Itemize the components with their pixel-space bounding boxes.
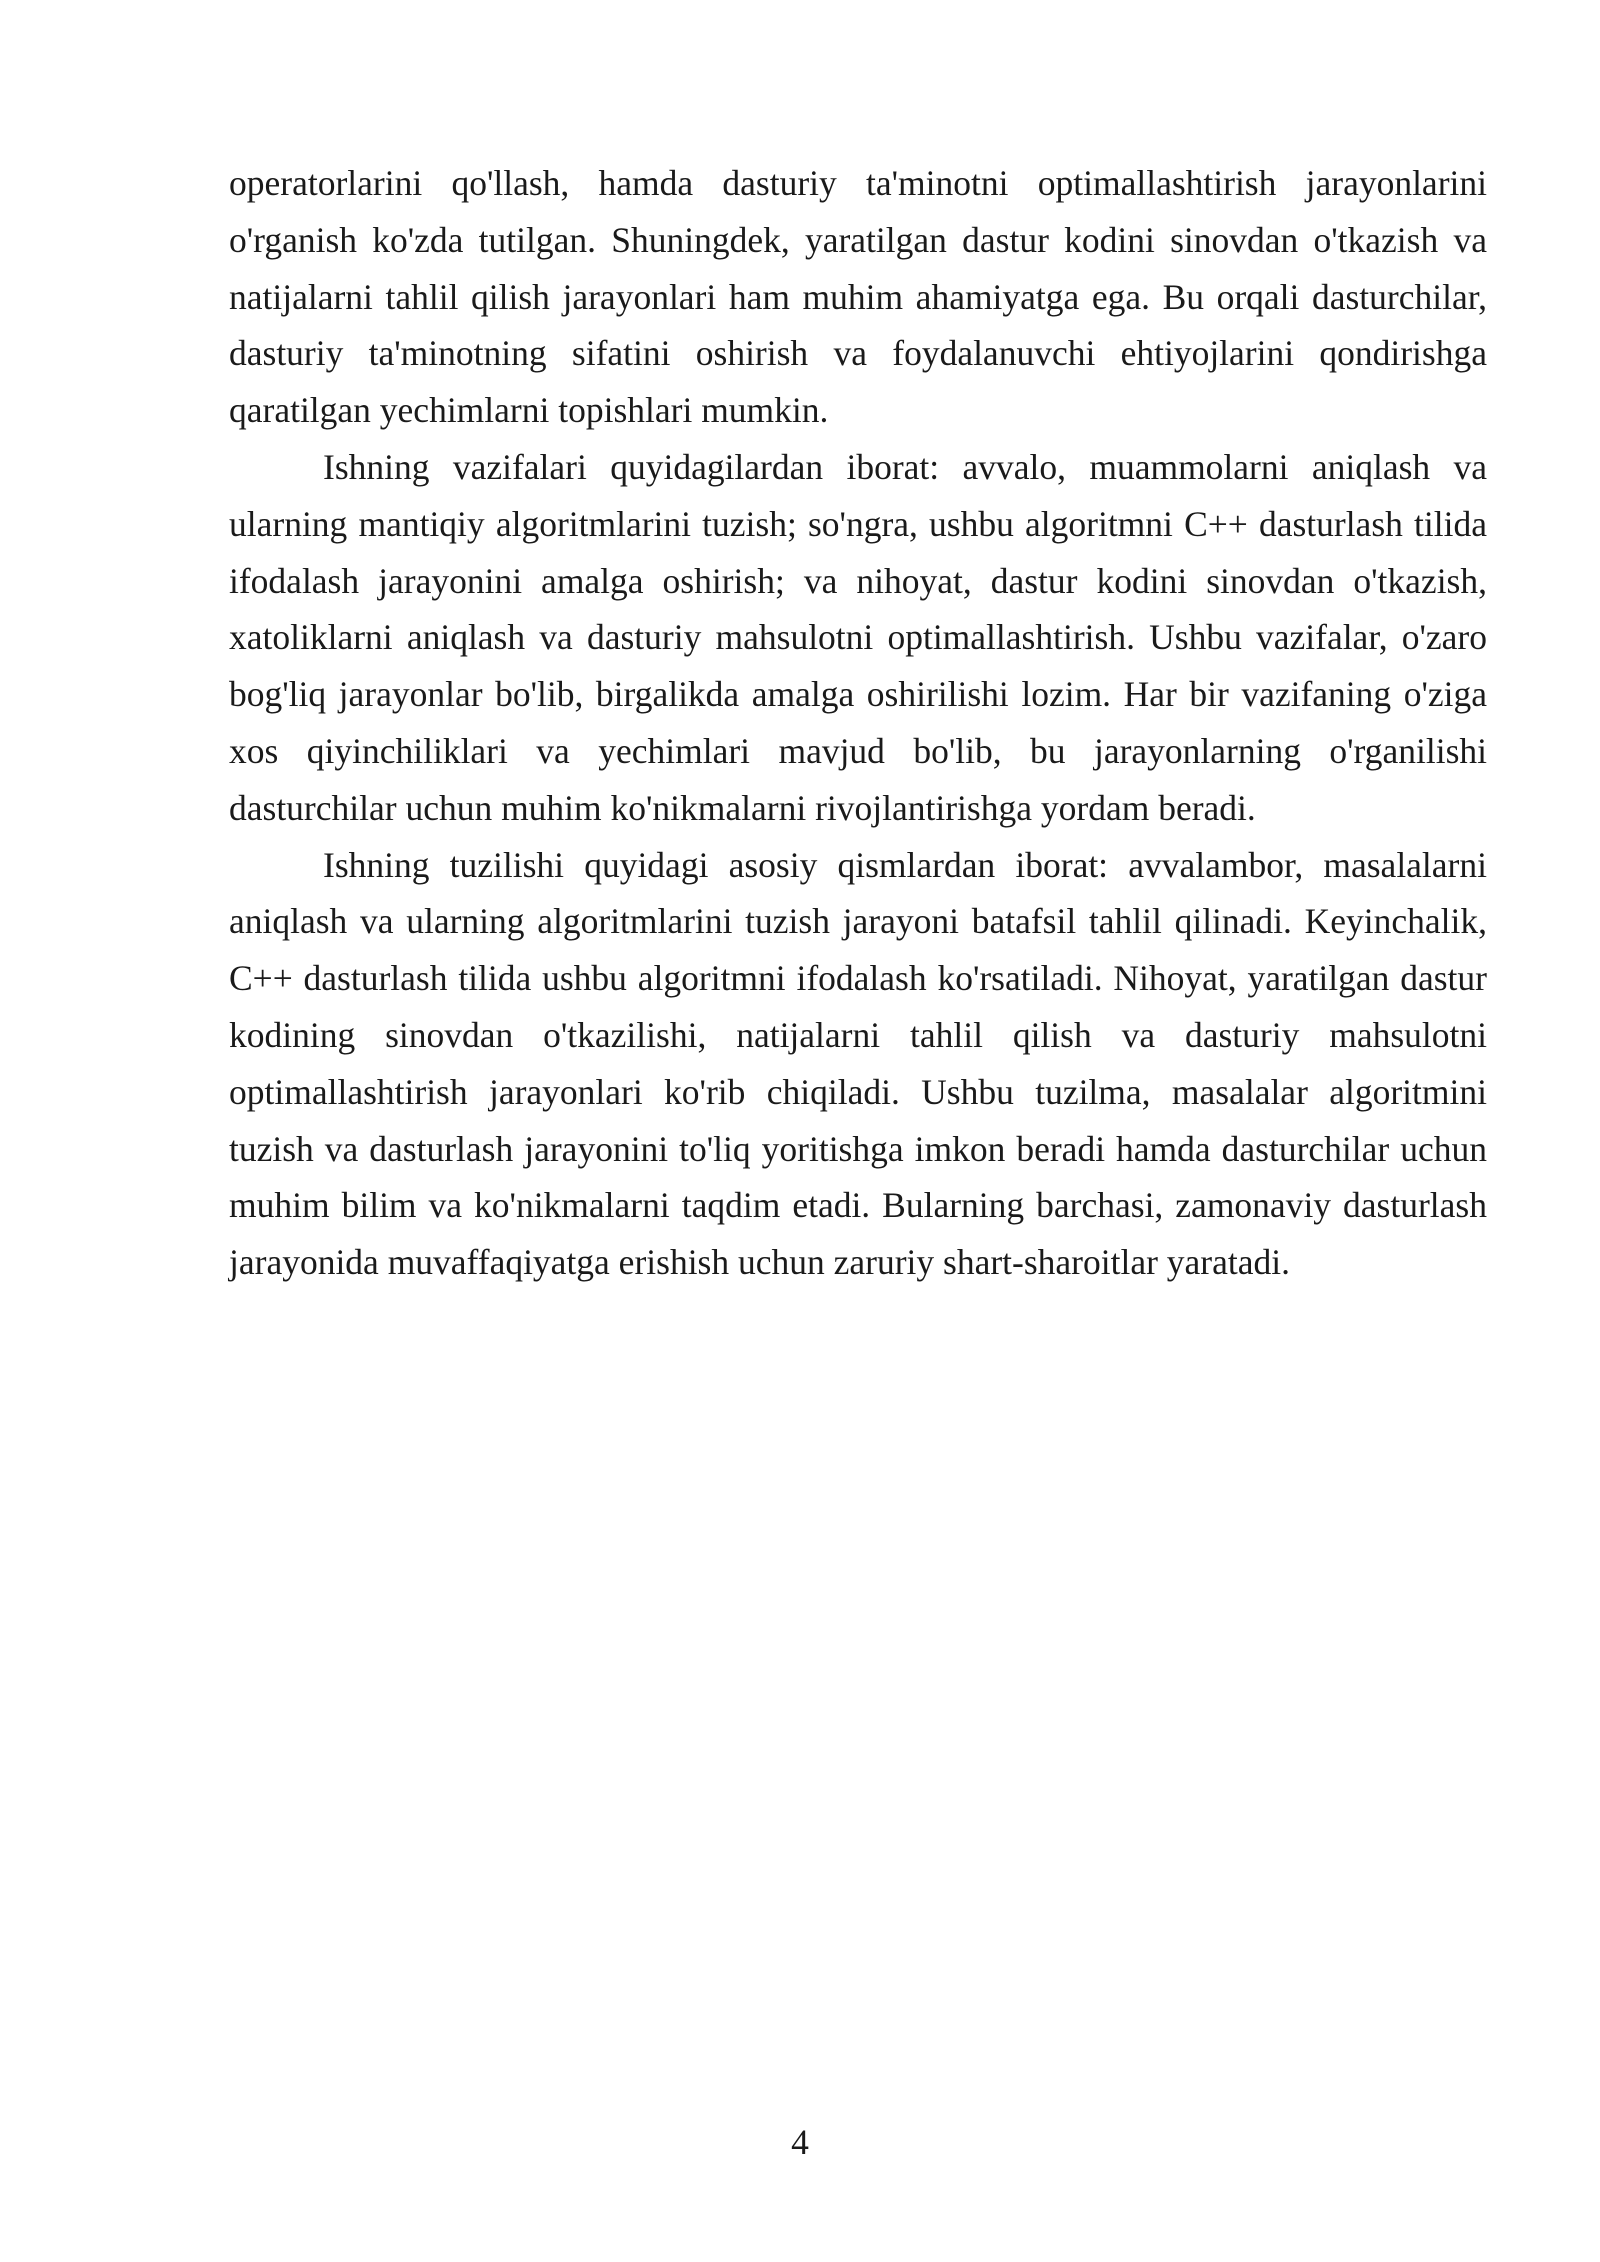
page-number: 4 [791,2122,809,2162]
paragraph-structure: Ishning tuzilishi quyidagi asosiy qismlardan iborat: avvalambor, masalalarni aniqlash va ularning algoritmlarini tuzish jarayoni batafsil tahlil qilinadi. Keyinchalik, C++ dasturlash tilida ushbu algoritmni ifodalash ko'rsatiladi. Nihoyat, yaratilgan dastur kodining sinovdan o'tkazilishi, natijalarni tahlil qilish va dasturiy mahsulotni optimallashtirish jarayonlari ko'rib chiqiladi. Ushbu tuzilma, masalalar algoritmini tuzish va dasturlash jarayonini to'liq yoritishga imkon beradi hamda dasturchilar uchun muhim bilim va ko'nikmalarni taqdim etadi. Bularning barchasi, zamonaviy dasturlash jarayonida muvaffaqiyatga erishish uchun zaruriy shart-sharoitlar yaratadi. [229,844,1487,1283]
paragraph-continuation: operatorlarini qo'llash, hamda dasturiy ta'minotni optimallashtirish jarayonlarini o'rganish ko'zda tutilgan. Shuningdek, yaratilgan dastur kodini sinovdan o'tkazish va natijalarni tahlil qilish jarayonlari ham muhim ahamiyatga ega. Bu orqali dasturchilar, dasturiy ta'minotning sifatini oshirish va foydalanuvchi ehtiyojlarini qondirishga qaratilgan yechimlarni topishlari mumkin. [229,163,1487,431]
paragraph-tasks: Ishning vazifalari quyidagilardan iborat: avvalo, muammolarni aniqlash va ularning mantiqiy algoritmlarini tuzish; so'ngra, ushbu algoritmni C++ dasturlash tilida ifodalash jarayonini amalga oshirish; va nihoyat, dastur kodini sinovdan o'tkazish, xatoliklarni aniqlash va dasturiy mahsulotni optimallashtirish. Ushbu vazifalar, o'zaro bog'liq jarayonlar bo'lib, birgalikda amalga oshirilishi lozim. Har bir vazifaning o'ziga xos qiyinchiliklari va yechimlari mavjud bo'lib, bu jarayonlarning o'rganilishi dasturchilar uchun muhim ko'nikmalarni rivojlantirishga yordam beradi. [229,446,1487,828]
body-text [229,155,1487,1291]
